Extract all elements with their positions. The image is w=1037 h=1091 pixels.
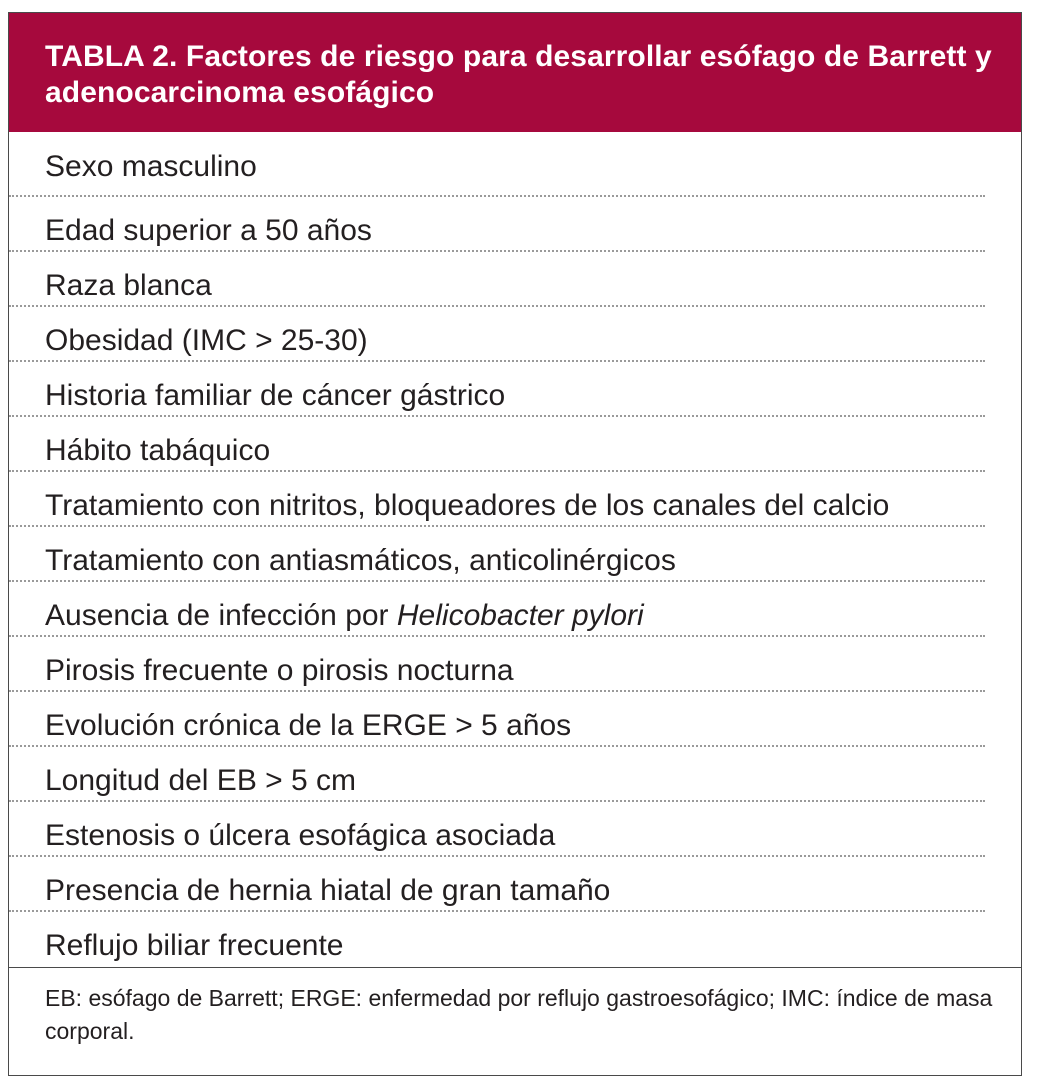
risk-factor-list bbox=[9, 132, 1021, 967]
risk-factor-item: Presencia de hernia hiatal de gran tamaño bbox=[9, 857, 985, 912]
risk-factor-item: Obesidad (IMC > 25-30) bbox=[9, 307, 985, 362]
risk-factor-item: Sexo masculino bbox=[9, 132, 985, 197]
risk-factor-item: Tratamiento con nitritos, bloqueadores de los canales del calcio bbox=[9, 472, 985, 527]
table-footnote: EB: esófago de Barrett; ERGE: enfermedad por reflujo gastroesofágico; IMC: índice de masa corporal. bbox=[45, 985, 993, 1044]
risk-factor-text: Ausencia de infección por bbox=[45, 599, 397, 632]
risk-factor-item bbox=[9, 582, 985, 637]
risk-factor-item: Edad superior a 50 años bbox=[9, 197, 985, 252]
risk-factor-item: Historia familiar de cáncer gástrico bbox=[9, 362, 985, 417]
risk-factor-item: Estenosis o úlcera esofágica asociada bbox=[9, 802, 985, 857]
species-name: Helicobacter pylori bbox=[396, 599, 644, 632]
risk-factor-item: Reflujo biliar frecuente bbox=[45, 929, 344, 962]
risk-factor-table bbox=[8, 12, 1022, 1076]
risk-factor-item: Pirosis frecuente o pirosis nocturna bbox=[9, 637, 985, 692]
risk-factor-item: Raza blanca bbox=[9, 252, 985, 307]
risk-factor-item: Hábito tabáquico bbox=[9, 417, 985, 472]
table-title: TABLA 2. Factores de riesgo para desarrollar esófago de Barrett y adenocarcinoma esofágico bbox=[9, 13, 1021, 132]
risk-factor-item: Tratamiento con antiasmáticos, anticolinérgicos bbox=[9, 527, 985, 582]
risk-factor-item: Evolución crónica de la ERGE > 5 años bbox=[9, 692, 985, 747]
risk-factor-item: Longitud del EB > 5 cm bbox=[9, 747, 985, 802]
